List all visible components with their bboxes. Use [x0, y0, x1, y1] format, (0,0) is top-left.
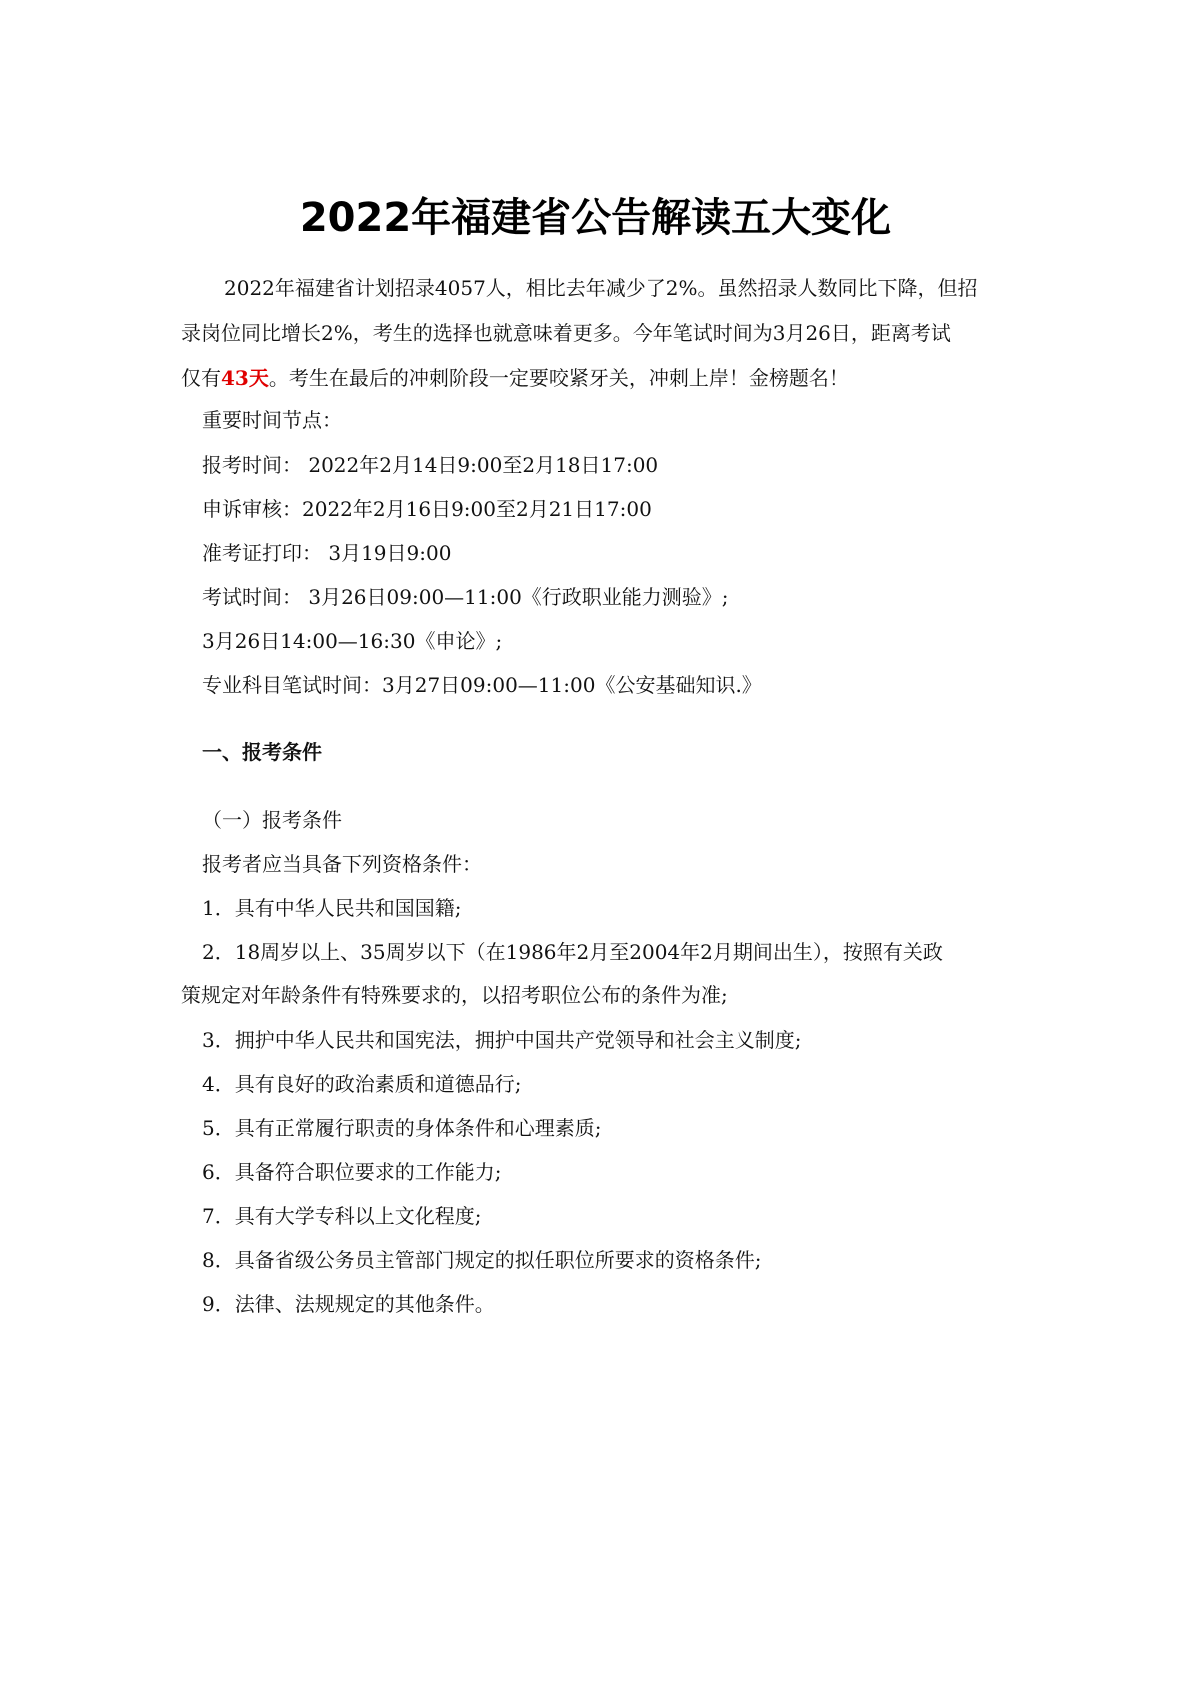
- days-remaining-highlight: 43天: [221, 366, 269, 390]
- subheading-conditions: （一）报考条件: [202, 808, 342, 832]
- condition-item: 4．具有良好的政治素质和道德品行;: [202, 1072, 522, 1096]
- condition-item: 8．具备省级公务员主管部门规定的拟任职位所要求的资格条件;: [202, 1248, 762, 1272]
- schedule-item-registration: 报考时间： 2022年2月14日9:00至2月18日17:00: [202, 453, 659, 477]
- intro-line-3: [181, 364, 849, 392]
- schedule-item-professional-exam: 专业科目笔试时间：3月27日09:00—11:00《公安基础知识.》: [202, 673, 762, 697]
- condition-item: 6．具备符合职位要求的工作能力;: [202, 1160, 502, 1184]
- schedule-item-exam-time: 考试时间： 3月26日09:00—11:00《行政职业能力测验》;: [202, 585, 729, 609]
- schedule-item-essay: 3月26日14:00—16:30《申论》;: [202, 629, 503, 653]
- intro-line-3-after: 。考生在最后的冲刺阶段一定要咬紧牙关，冲刺上岸！金榜题名！: [268, 366, 849, 390]
- condition-item: 3．拥护中华人民共和国宪法，拥护中国共产党领导和社会主义制度;: [202, 1028, 802, 1052]
- condition-item-continuation: 策规定对年龄条件有特殊要求的，以招考职位公布的条件为准;: [181, 983, 728, 1007]
- condition-item: 9．法律、法规规定的其他条件。: [202, 1292, 495, 1316]
- conditions-lead: 报考者应当具备下列资格条件：: [202, 852, 482, 876]
- condition-item: 7．具有大学专科以上文化程度;: [202, 1204, 482, 1228]
- section-heading-conditions: 一、报考条件: [202, 740, 322, 764]
- intro-line-1: 2022年福建省计划招录4057人，相比去年减少了2%。虽然招录人数同比下降，但招: [224, 276, 978, 300]
- condition-item: 5．具有正常履行职责的身体条件和心理素质;: [202, 1116, 602, 1140]
- condition-item: 1．具有中华人民共和国国籍;: [202, 896, 462, 920]
- intro-line-3-before: 仅有: [181, 366, 221, 390]
- schedule-item-review: 申诉审核：2022年2月16日9:00至2月21日17:00: [202, 497, 652, 521]
- document-title: 2022年福建省公告解读五大变化: [299, 195, 892, 241]
- schedule-item-admission-ticket: 准考证打印： 3月19日9:00: [202, 541, 452, 565]
- intro-line-2: 录岗位同比增长2%，考生的选择也就意味着更多。今年笔试时间为3月26日，距离考试: [181, 321, 951, 345]
- schedule-heading: 重要时间节点：: [202, 408, 342, 432]
- condition-item: 2．18周岁以上、35周岁以下（在1986年2月至2004年2月期间出生），按照有关政: [202, 940, 943, 964]
